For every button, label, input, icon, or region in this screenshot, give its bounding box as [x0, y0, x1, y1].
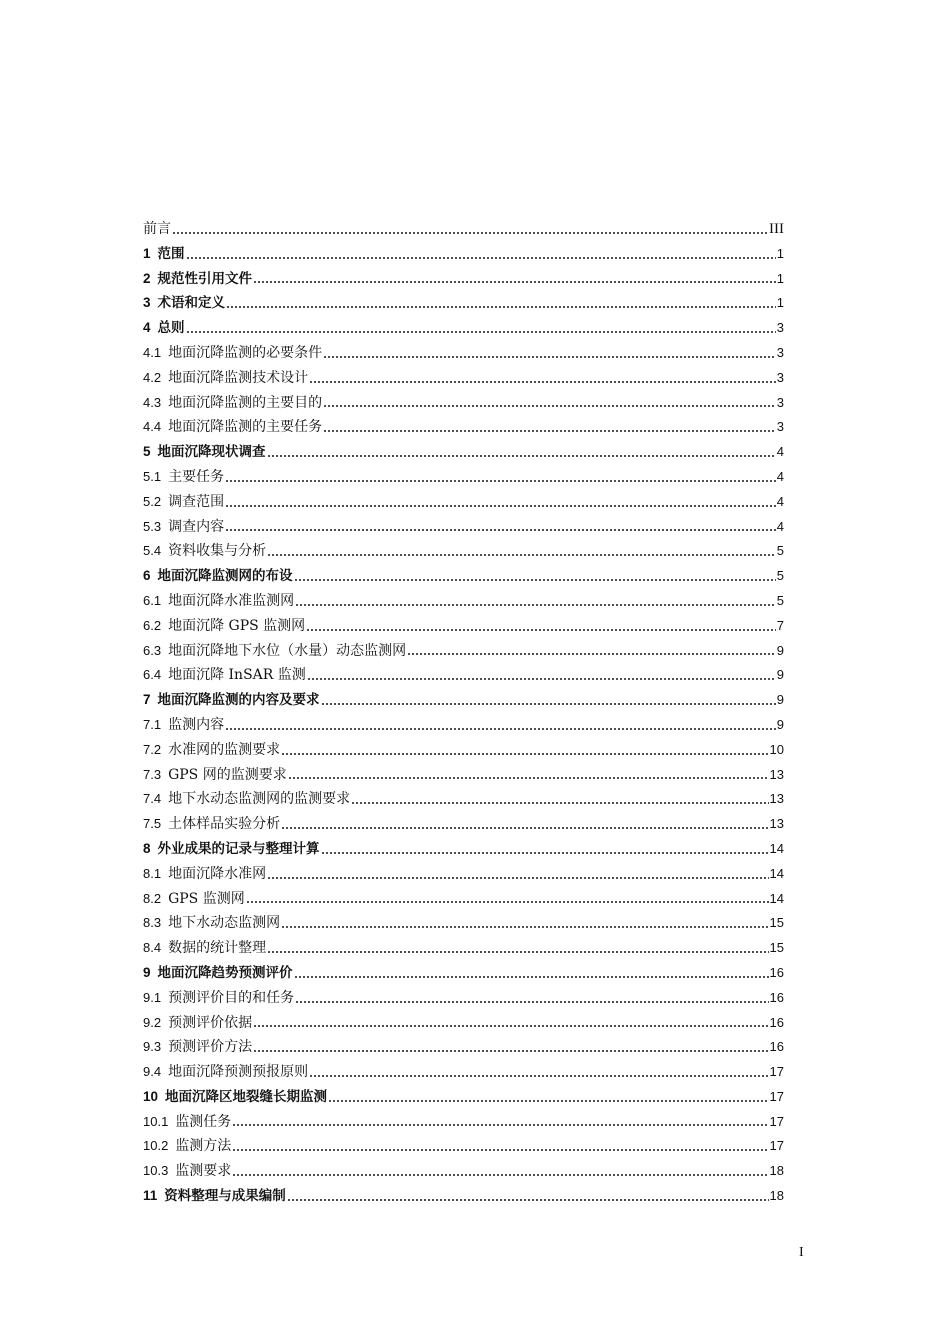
- toc-entry-title: 预测评价依据: [168, 1014, 253, 1031]
- toc-entry[interactable]: [143, 1184, 784, 1209]
- toc-entry-number: 8.3: [143, 915, 162, 931]
- toc-entry-page: 3: [776, 344, 784, 360]
- toc-entry-number: 7.4: [143, 791, 162, 807]
- toc-entry-page: 4: [776, 493, 784, 509]
- toc-entry-title: 地面沉降区地裂缝长期监测: [165, 1088, 328, 1105]
- toc-leader-dots: [253, 1035, 768, 1060]
- toc-entry-title: 预测评价目的和任务: [168, 989, 295, 1006]
- toc-entry-number: 4: [143, 320, 151, 336]
- toc-entry-title: 前言: [143, 221, 171, 237]
- toc-entry-title: 水准网的监测要求: [168, 741, 281, 758]
- table-of-contents: [143, 217, 784, 1209]
- toc-entry-number: 7.3: [143, 766, 162, 782]
- toc-entry-number: 4.3: [143, 394, 162, 410]
- toc-entry-page: 13: [769, 791, 784, 807]
- toc-entry-title: 数据的统计整理: [168, 940, 267, 957]
- toc-entry[interactable]: [143, 291, 784, 316]
- toc-entry-number: 10.3: [143, 1163, 169, 1179]
- toc-entry[interactable]: [143, 1134, 784, 1159]
- toc-entry[interactable]: [143, 887, 784, 912]
- toc-entry-title: 地面沉降监测技术设计: [168, 369, 309, 386]
- toc-leader-dots: [253, 267, 776, 292]
- toc-entry-title: 地面沉降监测的主要任务: [168, 419, 323, 436]
- toc-entry[interactable]: [143, 688, 784, 713]
- toc-entry-number: 7: [143, 692, 151, 708]
- toc-entry[interactable]: [143, 465, 784, 490]
- toc-entry-number: 9.2: [143, 1014, 162, 1030]
- toc-entry-number: 7.1: [143, 716, 162, 732]
- toc-entry-number: 4.1: [143, 344, 162, 360]
- toc-entry-page: 1: [776, 245, 784, 261]
- toc-entry-page: 17: [769, 1064, 784, 1080]
- toc-entry-page: 3: [776, 369, 784, 385]
- toc-entry-number: 5.4: [143, 543, 162, 559]
- toc-entry[interactable]: [143, 1085, 784, 1110]
- toc-entry-title: 地面沉降 GPS 监测网: [168, 617, 306, 634]
- toc-leader-dots: [232, 1134, 768, 1159]
- toc-entry-page: 9: [776, 642, 784, 658]
- toc-entry-page: 4: [776, 468, 784, 484]
- toc-leader-dots: [288, 763, 769, 788]
- toc-entry[interactable]: [143, 589, 784, 614]
- toc-leader-dots: [294, 564, 776, 589]
- toc-entry-number: 10.2: [143, 1138, 169, 1154]
- toc-leader-dots: [225, 515, 776, 540]
- toc-entry[interactable]: [143, 812, 784, 837]
- toc-entry[interactable]: [143, 862, 784, 887]
- toc-leader-dots: [267, 936, 768, 961]
- toc-leader-dots: [309, 1060, 768, 1085]
- toc-entry-title: 地面沉降预测预报原则: [168, 1064, 309, 1081]
- toc-leader-dots: [281, 812, 768, 837]
- toc-entry-title: 监测方法: [175, 1138, 232, 1155]
- toc-entry[interactable]: [143, 539, 784, 564]
- toc-entry-number: 7.2: [143, 741, 162, 757]
- toc-entry-page: 13: [769, 766, 784, 782]
- toc-entry-number: 10: [143, 1088, 159, 1104]
- toc-entry-page: 15: [769, 915, 784, 931]
- toc-entry-title: 地面沉降监测网的布设: [157, 568, 293, 585]
- toc-entry[interactable]: [143, 515, 784, 540]
- toc-entry-number: 4.4: [143, 419, 162, 435]
- toc-entry-page: 14: [769, 890, 784, 906]
- toc-leader-dots: [172, 217, 768, 242]
- toc-leader-dots: [287, 1184, 769, 1209]
- toc-entry-page: 16: [769, 1039, 784, 1055]
- toc-leader-dots: [295, 986, 768, 1011]
- toc-entry-title: 地面沉降监测的主要目的: [168, 394, 323, 411]
- toc-leader-dots: [323, 415, 776, 440]
- toc-entry-title: 总则: [157, 320, 185, 337]
- toc-leader-dots: [253, 1011, 768, 1036]
- toc-entry-number: 8.4: [143, 940, 162, 956]
- toc-entry-title: 地面沉降水准监测网: [168, 592, 295, 609]
- toc-entry-title: 地面沉降地下水位（水量）动态监测网: [168, 642, 407, 659]
- toc-leader-dots: [232, 1110, 768, 1135]
- toc-entry-title: 预测评价方法: [168, 1039, 253, 1056]
- toc-entry[interactable]: [143, 911, 784, 936]
- toc-entry-number: 10.1: [143, 1113, 169, 1129]
- toc-leader-dots: [267, 539, 776, 564]
- toc-leader-dots: [328, 1085, 769, 1110]
- toc-entry-title: GPS 网的监测要求: [168, 766, 287, 783]
- toc-entry-number: 11: [143, 1188, 158, 1204]
- toc-entry-number: 5.2: [143, 493, 162, 509]
- toc-entry[interactable]: [143, 440, 784, 465]
- toc-entry-title: GPS 监测网: [168, 890, 245, 907]
- toc-entry-page: 16: [769, 964, 784, 980]
- toc-leader-dots: [309, 366, 776, 391]
- toc-entry[interactable]: [143, 267, 784, 292]
- toc-entry-title: 资料整理与成果编制: [164, 1188, 286, 1205]
- toc-entry-page: 17: [769, 1088, 784, 1104]
- toc-entry-title: 调查范围: [168, 493, 225, 510]
- toc-entry-number: 7.5: [143, 816, 162, 832]
- toc-entry[interactable]: [143, 961, 784, 986]
- toc-entry-page: 5: [776, 543, 784, 559]
- toc-entry-number: 6.4: [143, 667, 162, 683]
- toc-entry-title: 监测要求: [175, 1163, 232, 1180]
- toc-leader-dots: [281, 738, 768, 763]
- toc-entry[interactable]: [143, 837, 784, 862]
- toc-entry-page: 16: [769, 1014, 784, 1030]
- toc-entry[interactable]: [143, 1110, 784, 1135]
- toc-entry-number: 5: [143, 444, 151, 460]
- toc-entry-title: 范围: [157, 245, 185, 262]
- toc-entry[interactable]: [143, 217, 784, 242]
- toc-entry-number: 9.4: [143, 1064, 162, 1080]
- toc-entry-title: 地面沉降现状调查: [157, 444, 266, 461]
- toc-entry[interactable]: [143, 316, 784, 341]
- toc-entry-page: 9: [776, 667, 784, 683]
- toc-leader-dots: [225, 713, 776, 738]
- toc-leader-dots: [307, 663, 776, 688]
- toc-leader-dots: [295, 589, 776, 614]
- toc-entry-page: 3: [776, 320, 784, 336]
- toc-leader-dots: [225, 490, 776, 515]
- toc-entry-page: 17: [769, 1113, 784, 1129]
- toc-leader-dots: [186, 242, 776, 267]
- toc-entry-page: 7: [776, 617, 784, 633]
- toc-leader-dots: [323, 341, 776, 366]
- toc-entry[interactable]: [143, 713, 784, 738]
- toc-entry[interactable]: [143, 1011, 784, 1036]
- toc-entry-number: 4.2: [143, 369, 162, 385]
- toc-entry[interactable]: [143, 490, 784, 515]
- toc-entry-title: 主要任务: [168, 468, 225, 485]
- toc-entry-page: 3: [776, 419, 784, 435]
- toc-leader-dots: [321, 688, 776, 713]
- toc-entry-title: 地面沉降 InSAR 监测: [168, 667, 306, 684]
- toc-entry[interactable]: [143, 787, 784, 812]
- toc-entry[interactable]: [143, 1060, 784, 1085]
- toc-leader-dots: [407, 639, 776, 664]
- toc-entry-number: 2: [143, 270, 151, 286]
- toc-entry-page: 10: [769, 741, 784, 757]
- toc-entry-title: 地下水动态监测网: [168, 915, 281, 932]
- toc-entry-title: 资料收集与分析: [168, 543, 267, 560]
- toc-entry-number: 8: [143, 840, 151, 856]
- toc-entry-title: 地面沉降水准网: [168, 865, 267, 882]
- toc-entry-title: 监测任务: [175, 1113, 232, 1130]
- toc-entry-title: 地面沉降监测的内容及要求: [157, 692, 320, 709]
- toc-entry-number: 9.3: [143, 1039, 162, 1055]
- toc-entry-title: 术语和定义: [157, 295, 226, 312]
- toc-entry-page: 18: [769, 1163, 784, 1179]
- toc-entry-number: 6: [143, 568, 151, 584]
- toc-entry-number: 3: [143, 295, 151, 311]
- toc-entry[interactable]: [143, 986, 784, 1011]
- toc-leader-dots: [226, 291, 776, 316]
- toc-entry-number: 5.1: [143, 468, 162, 484]
- toc-entry[interactable]: [143, 415, 784, 440]
- toc-entry-page: 1: [776, 270, 784, 286]
- toc-entry-title: 土体样品实验分析: [168, 816, 281, 833]
- toc-entry[interactable]: [143, 936, 784, 961]
- toc-entry-title: 地面沉降趋势预测评价: [157, 964, 293, 981]
- toc-entry[interactable]: [143, 391, 784, 416]
- toc-entry[interactable]: [143, 639, 784, 664]
- toc-entry-number: 8.2: [143, 890, 162, 906]
- toc-entry-page: 14: [769, 865, 784, 881]
- toc-entry[interactable]: [143, 366, 784, 391]
- toc-leader-dots: [294, 961, 769, 986]
- toc-entry-page: 5: [776, 568, 784, 584]
- toc-leader-dots: [246, 887, 769, 912]
- toc-entry[interactable]: [143, 738, 784, 763]
- toc-leader-dots: [267, 862, 768, 887]
- toc-entry-title: 地面沉降监测的必要条件: [168, 344, 323, 361]
- toc-entry-page: III: [769, 221, 784, 237]
- toc-leader-dots: [225, 465, 776, 490]
- toc-entry-page: 1: [776, 295, 784, 311]
- toc-entry-page: 17: [769, 1138, 784, 1154]
- toc-entry-page: 13: [769, 816, 784, 832]
- toc-entry-number: 9.1: [143, 989, 162, 1005]
- toc-leader-dots: [232, 1159, 768, 1184]
- toc-entry-page: 9: [776, 692, 784, 708]
- toc-leader-dots: [186, 316, 776, 341]
- toc-entry-page: 9: [776, 716, 784, 732]
- toc-entry-title: 调查内容: [168, 518, 225, 535]
- page-number: I: [799, 1245, 804, 1260]
- toc-entry[interactable]: [143, 564, 784, 589]
- toc-entry[interactable]: [143, 341, 784, 366]
- toc-entry-page: 14: [769, 840, 784, 856]
- toc-entry-page: 4: [776, 444, 784, 460]
- toc-entry-page: 5: [776, 592, 784, 608]
- toc-entry-title: 外业成果的记录与整理计算: [157, 840, 320, 857]
- toc-entry-number: 6.2: [143, 617, 162, 633]
- toc-entry[interactable]: [143, 763, 784, 788]
- toc-entry-page: 3: [776, 394, 784, 410]
- toc-entry-number: 9: [143, 964, 151, 980]
- toc-leader-dots: [281, 911, 768, 936]
- toc-entry-page: 18: [769, 1188, 784, 1204]
- toc-entry-title: 地下水动态监测网的监测要求: [168, 791, 351, 808]
- toc-entry-number: 1: [143, 245, 151, 261]
- toc-entry[interactable]: [143, 1035, 784, 1060]
- toc-entry[interactable]: [143, 242, 784, 267]
- toc-leader-dots: [267, 440, 776, 465]
- toc-leader-dots: [321, 837, 769, 862]
- toc-entry-page: 4: [776, 518, 784, 534]
- toc-entry-title: 规范性引用文件: [157, 270, 253, 287]
- toc-entry-number: 8.1: [143, 865, 162, 881]
- toc-entry-page: 16: [769, 989, 784, 1005]
- toc-entry-page: 15: [769, 940, 784, 956]
- toc-entry-title: 监测内容: [168, 716, 225, 733]
- toc-leader-dots: [306, 614, 776, 639]
- toc-entry[interactable]: [143, 663, 784, 688]
- toc-entry[interactable]: [143, 1159, 784, 1184]
- toc-entry-number: 6.1: [143, 592, 162, 608]
- toc-leader-dots: [323, 391, 776, 416]
- toc-leader-dots: [351, 787, 768, 812]
- toc-entry-number: 5.3: [143, 518, 162, 534]
- toc-entry-number: 6.3: [143, 642, 162, 658]
- toc-entry[interactable]: [143, 614, 784, 639]
